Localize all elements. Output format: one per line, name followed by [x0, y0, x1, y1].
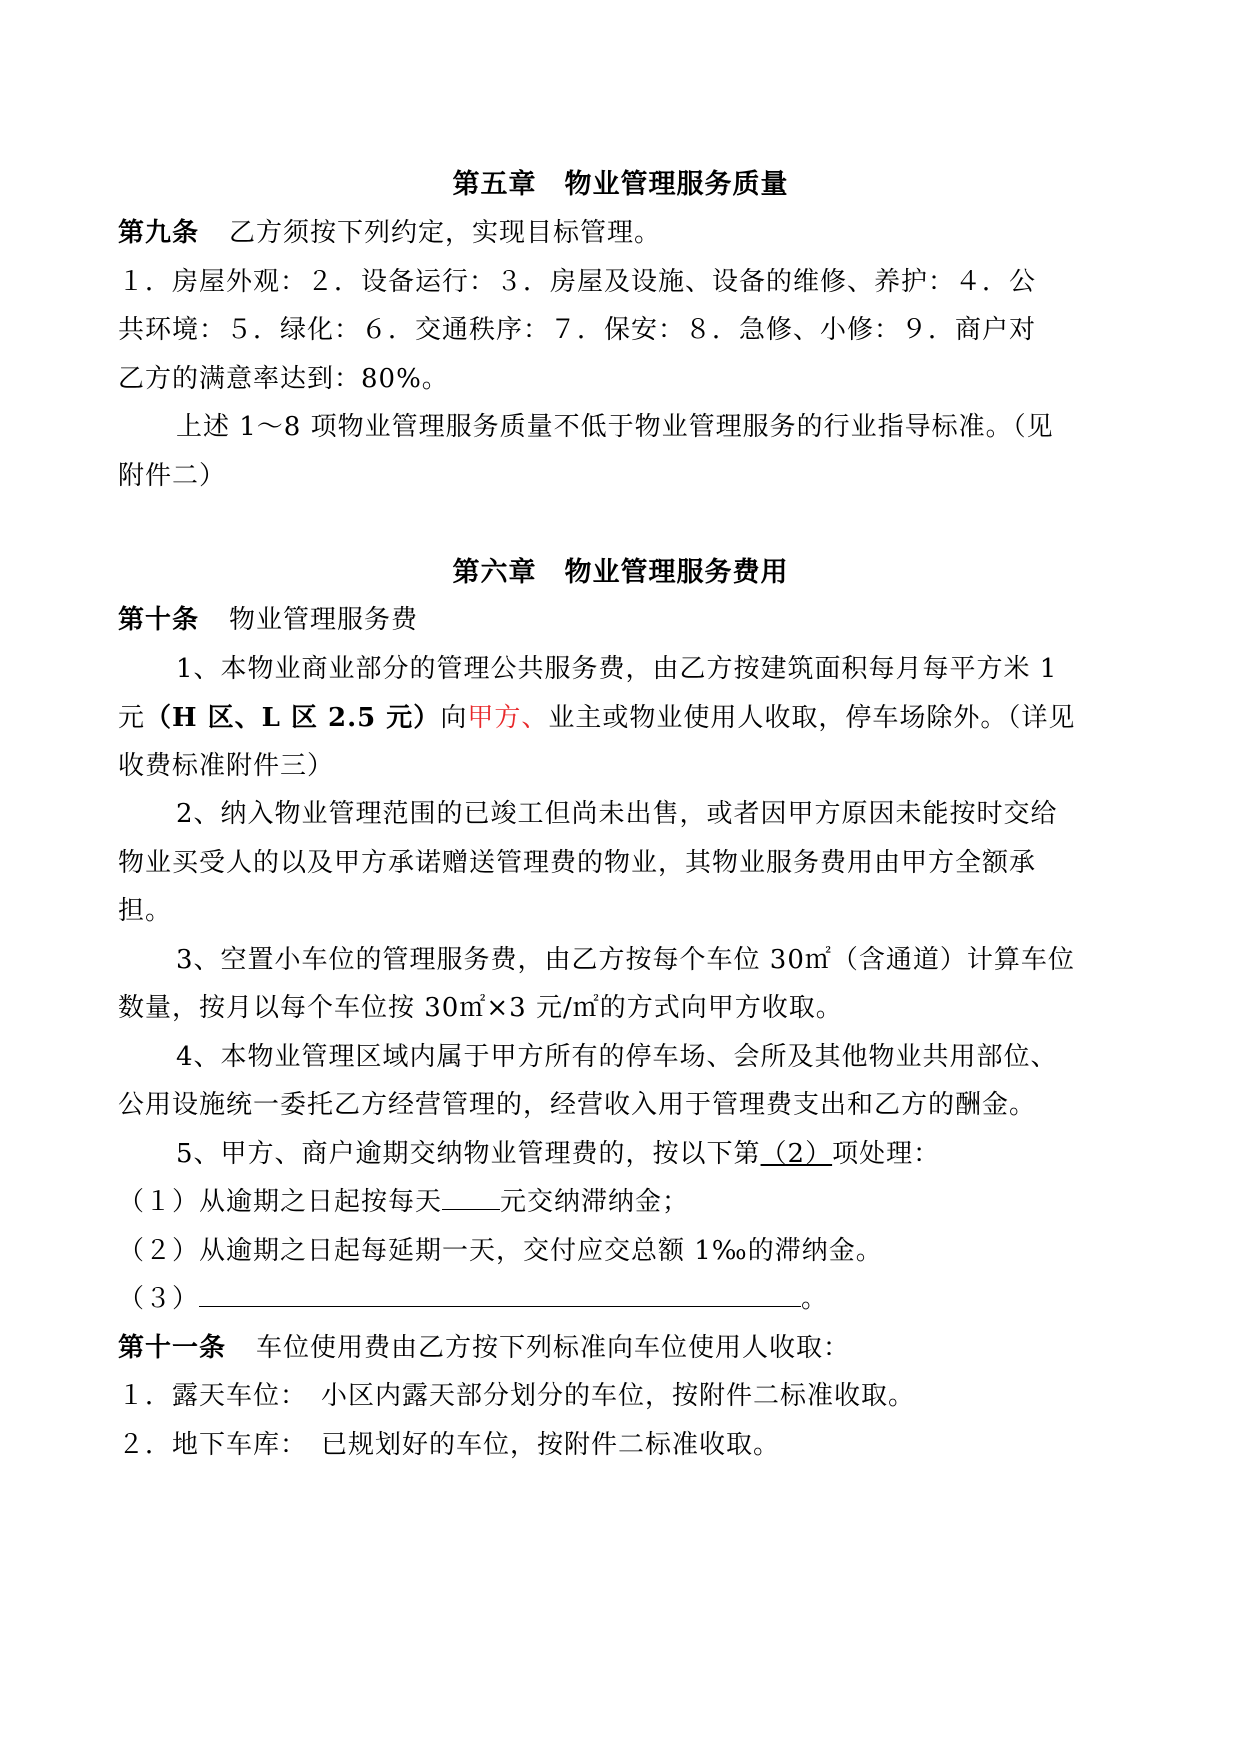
item-1-zone-rate: （H 区、L 区 2.5 元）	[145, 703, 441, 733]
option-1-text-a: （１）从逾期之日起按每天	[118, 1187, 443, 1217]
item-1-text-a: 元	[118, 703, 146, 733]
article-9-heading	[118, 216, 661, 250]
article-10-text: 物业管理服务费	[229, 605, 419, 635]
article-10-item-4-line-1: 4、本物业管理区域内属于甲方所有的停车场、会所及其他物业共用部位、	[176, 1042, 1058, 1072]
article-10-heading	[118, 603, 418, 637]
article-10-item-2-line-1: 2、纳入物业管理范围的已竣工但尚未出售，或者因甲方原因未能按时交给	[176, 799, 1058, 829]
article-10-option-2: （２）从逾期之日起每延期一天，交付应交总额 1‰的滞纳金。	[118, 1236, 883, 1266]
option-1-text-b: 元交纳滞纳金；	[500, 1187, 690, 1217]
daily-fee-blank	[442, 1185, 500, 1210]
article-11-item-1: １．露天车位： 小区内露天部分划分的车位，按附件二标准收取。	[118, 1381, 916, 1411]
item-5-text-a: 5、甲方、商户逾期交纳物业管理费的，按以下第	[176, 1139, 761, 1169]
item-1-party-a-highlight: 甲方、	[467, 703, 549, 733]
article-9-text: 乙方须按下列约定，实现目标管理。	[229, 218, 662, 248]
article-9-line-5: 附件二）	[118, 461, 227, 491]
article-10-item-2-line-2: 物业买受人的以及甲方承诺赠送管理费的物业，其物业服务费用由甲方全额承	[118, 848, 1037, 878]
option-3-text-a: （３）	[118, 1284, 200, 1314]
article-10-label: 第十条	[118, 605, 200, 635]
article-11-item-2: ２．地下车库： 已规划好的车位，按附件二标准收取。	[118, 1430, 781, 1460]
article-10-item-2-line-3: 担。	[118, 896, 173, 926]
article-9-line-4: 上述 1～8 项物业管理服务质量不低于物业管理服务的行业指导标准。（见	[176, 412, 1054, 442]
option-3-blank	[199, 1282, 801, 1307]
article-11-label: 第十一条	[118, 1333, 227, 1363]
article-10-item-5	[176, 1137, 940, 1171]
article-10-item-1-line-2	[118, 701, 1075, 735]
chapter-5-heading	[118, 167, 1123, 203]
article-11-heading	[118, 1331, 850, 1365]
item-5-selected-option: （2）	[760, 1139, 833, 1169]
article-9-line-2: 共环境：５．绿化：６．交通秩序：７．保安：８．急修、小修：９．商户对	[118, 315, 1037, 345]
article-10-option-1	[118, 1185, 689, 1219]
chapter-6-heading	[118, 555, 1123, 591]
article-9-line-3: 乙方的满意率达到：80%。	[118, 364, 449, 394]
article-11-text: 车位使用费由乙方按下列标准向车位使用人收取：	[256, 1333, 851, 1363]
chapter-5-title: 物业管理服务质量	[564, 169, 789, 200]
article-10-item-4-line-2: 公用设施统一委托乙方经营管理的，经营收入用于管理费支出和乙方的酬金。	[118, 1090, 1037, 1120]
item-1-text-c: 业主或物业使用人收取，停车场除外。（详见	[548, 703, 1076, 733]
chapter-6-title: 物业管理服务费用	[564, 557, 789, 588]
article-10-option-3	[118, 1282, 828, 1316]
chapter-5-number: 第五章	[452, 169, 537, 200]
article-10-item-1-line-1: 1、本物业商业部分的管理公共服务费，由乙方按建筑面积每月每平方米 1	[176, 654, 1058, 684]
article-10-item-3-line-1: 3、空置小车位的管理服务费，由乙方按每个车位 30㎡（含通道）计算车位	[176, 945, 1075, 975]
article-10-item-3-line-2: 数量，按月以每个车位按 30㎡×3 元/㎡的方式向甲方收取。	[118, 993, 843, 1023]
option-3-text-b: 。	[801, 1284, 829, 1314]
article-10-item-1-line-3: 收费标准附件三）	[118, 751, 335, 781]
chapter-6-number: 第六章	[452, 557, 537, 588]
article-9-label: 第九条	[118, 218, 200, 248]
item-1-text-b: 向	[440, 703, 468, 733]
item-5-text-b: 项处理：	[832, 1139, 941, 1169]
article-9-line-1: １．房屋外观：２．设备运行：３．房屋及设施、设备的维修、养护：４．公	[118, 267, 1037, 297]
